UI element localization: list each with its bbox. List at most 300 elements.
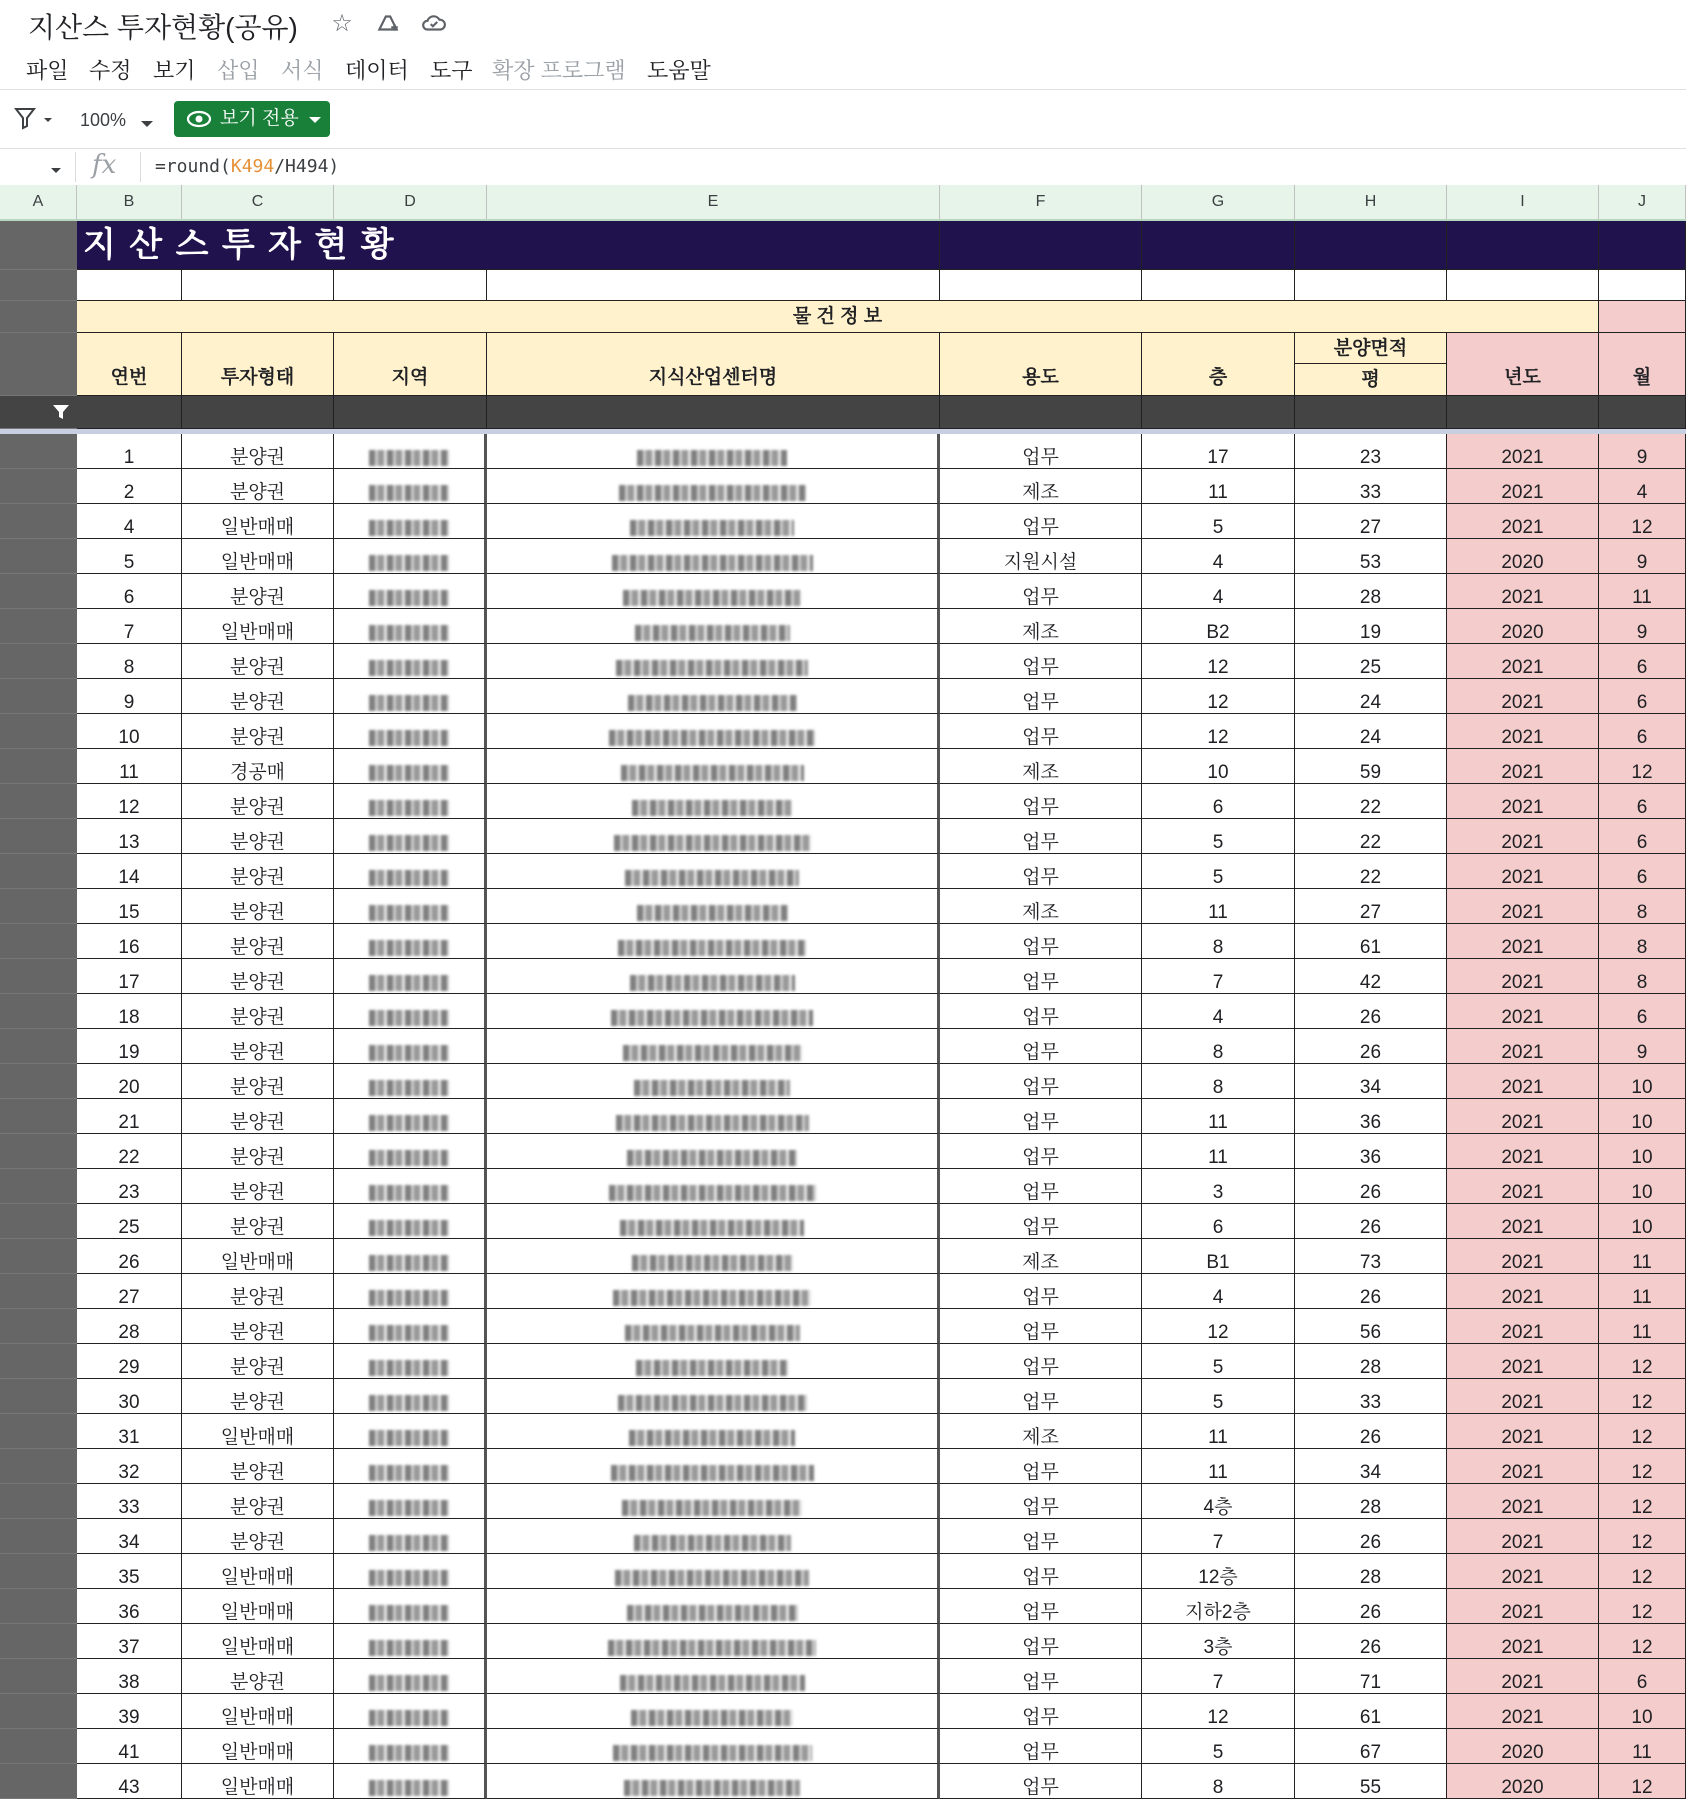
row-header[interactable] — [0, 1239, 77, 1274]
cell-month[interactable]: 8 — [1599, 889, 1686, 924]
cell-investment-type[interactable]: 경공매 — [182, 749, 334, 784]
cell-year[interactable]: 2021 — [1447, 1449, 1599, 1484]
cell-area[interactable]: 34 — [1295, 1064, 1447, 1099]
cell-no[interactable]: 10 — [77, 714, 182, 749]
cell-region[interactable] — [334, 1379, 487, 1414]
cell-year[interactable]: 2021 — [1447, 854, 1599, 889]
zoom-dropdown-icon[interactable] — [140, 116, 154, 134]
cell-year[interactable]: 2021 — [1447, 889, 1599, 924]
cell-year[interactable]: 2021 — [1447, 1694, 1599, 1729]
cell-investment-type[interactable]: 분양권 — [182, 1064, 334, 1099]
cell-center-name[interactable] — [487, 679, 940, 714]
filter-toggle-icon[interactable] — [52, 403, 70, 426]
cell-floor[interactable]: 11 — [1142, 1449, 1295, 1484]
cell-area[interactable]: 42 — [1295, 959, 1447, 994]
cell-floor[interactable]: 5 — [1142, 1729, 1295, 1764]
cell-month[interactable]: 8 — [1599, 959, 1686, 994]
cell-use[interactable]: 제조 — [940, 749, 1142, 784]
cell-no[interactable]: 41 — [77, 1729, 182, 1764]
cell-floor[interactable]: 3층 — [1142, 1624, 1295, 1659]
cell-center-name[interactable] — [487, 1029, 940, 1064]
cell-region[interactable] — [334, 994, 487, 1029]
cell-no[interactable]: 25 — [77, 1204, 182, 1239]
cell-center-name[interactable] — [487, 1344, 940, 1379]
cell-area[interactable]: 24 — [1295, 714, 1447, 749]
header-floor[interactable]: 층 — [1142, 333, 1295, 396]
cell-area[interactable]: 36 — [1295, 1134, 1447, 1169]
cell-no[interactable]: 16 — [77, 924, 182, 959]
cell-center-name[interactable] — [487, 644, 940, 679]
name-box-dropdown-icon[interactable] — [50, 162, 62, 180]
cell-region[interactable] — [334, 1764, 487, 1799]
filter-row-cell[interactable] — [1142, 396, 1295, 429]
filter-row-cell[interactable] — [1295, 396, 1447, 429]
cell-region[interactable] — [334, 1554, 487, 1589]
filter-row-cell[interactable] — [940, 396, 1142, 429]
cell-year[interactable]: 2020 — [1447, 1764, 1599, 1799]
cell-center-name[interactable] — [487, 1274, 940, 1309]
row-header[interactable] — [0, 1064, 77, 1099]
cell-floor[interactable]: 7 — [1142, 1519, 1295, 1554]
row-header[interactable] — [0, 679, 77, 714]
cell-center-name[interactable] — [487, 1204, 940, 1239]
cell-region[interactable] — [334, 819, 487, 854]
header-area-group[interactable]: 분양면적 — [1295, 333, 1447, 364]
row-header[interactable] — [0, 644, 77, 679]
cell-use[interactable]: 제조 — [940, 609, 1142, 644]
cell-floor[interactable]: 8 — [1142, 924, 1295, 959]
cell-center-name[interactable] — [487, 854, 940, 889]
cell-investment-type[interactable]: 일반매매 — [182, 1764, 334, 1799]
row-header[interactable] — [0, 714, 77, 749]
cell-year[interactable]: 2021 — [1447, 959, 1599, 994]
cell-month[interactable]: 10 — [1599, 1694, 1686, 1729]
cell-area[interactable]: 56 — [1295, 1309, 1447, 1344]
cell-year[interactable]: 2021 — [1447, 924, 1599, 959]
column-header-g[interactable]: G — [1142, 185, 1295, 219]
cell-no[interactable]: 11 — [77, 749, 182, 784]
cell-use[interactable]: 업무 — [940, 1659, 1142, 1694]
cell-floor[interactable]: 12 — [1142, 714, 1295, 749]
cell-floor[interactable]: 12층 — [1142, 1554, 1295, 1589]
group-header-property-info[interactable]: 물 건 정 보 — [77, 301, 1599, 333]
cell-floor[interactable]: 6 — [1142, 1204, 1295, 1239]
cell-region[interactable] — [334, 959, 487, 994]
cell-center-name[interactable] — [487, 1169, 940, 1204]
cell-region[interactable] — [334, 434, 487, 469]
cell-floor[interactable]: 7 — [1142, 959, 1295, 994]
cell-floor[interactable]: 17 — [1142, 434, 1295, 469]
cell-year[interactable]: 2021 — [1447, 1519, 1599, 1554]
cell-area[interactable]: 26 — [1295, 1519, 1447, 1554]
cell-use[interactable]: 업무 — [940, 854, 1142, 889]
cell-center-name[interactable] — [487, 994, 940, 1029]
row-header[interactable] — [0, 1764, 77, 1799]
cell-area[interactable]: 28 — [1295, 1554, 1447, 1589]
cell-no[interactable]: 17 — [77, 959, 182, 994]
cell-year[interactable]: 2020 — [1447, 539, 1599, 574]
cell-month[interactable]: 9 — [1599, 1029, 1686, 1064]
row-header[interactable] — [0, 1694, 77, 1729]
cell-region[interactable] — [334, 469, 487, 504]
cell-floor[interactable]: 4 — [1142, 574, 1295, 609]
formula-input[interactable]: =round(K494/H494) — [155, 156, 340, 177]
menu-extensions[interactable]: 확장 프로그램 — [492, 58, 626, 83]
cell-use[interactable]: 업무 — [940, 1274, 1142, 1309]
cell-no[interactable]: 12 — [77, 784, 182, 819]
row-header[interactable] — [0, 1414, 77, 1449]
cell-area[interactable]: 71 — [1295, 1659, 1447, 1694]
cell-investment-type[interactable]: 일반매매 — [182, 1239, 334, 1274]
cell-no[interactable]: 7 — [77, 609, 182, 644]
cell-no[interactable]: 22 — [77, 1134, 182, 1169]
row-header[interactable] — [0, 574, 77, 609]
cell-year[interactable]: 2021 — [1447, 1659, 1599, 1694]
cell-use[interactable]: 업무 — [940, 1764, 1142, 1799]
cell-year[interactable]: 2021 — [1447, 679, 1599, 714]
cell-investment-type[interactable]: 분양권 — [182, 644, 334, 679]
cell-region[interactable] — [334, 1624, 487, 1659]
group-header-pink[interactable] — [1599, 301, 1686, 333]
cell-center-name[interactable] — [487, 1624, 940, 1659]
cell-no[interactable]: 29 — [77, 1344, 182, 1379]
cell-investment-type[interactable]: 분양권 — [182, 784, 334, 819]
cell-year[interactable]: 2021 — [1447, 1484, 1599, 1519]
cell-area[interactable]: 22 — [1295, 854, 1447, 889]
column-header-a[interactable]: A — [0, 185, 77, 219]
cell-investment-type[interactable]: 분양권 — [182, 1099, 334, 1134]
cell-center-name[interactable] — [487, 959, 940, 994]
cell-use[interactable]: 업무 — [940, 644, 1142, 679]
cell-floor[interactable]: 3 — [1142, 1169, 1295, 1204]
cell-center-name[interactable] — [487, 784, 940, 819]
cell-use[interactable]: 업무 — [940, 1519, 1142, 1554]
cell-floor[interactable]: 12 — [1142, 1694, 1295, 1729]
banner-cell[interactable] — [1447, 221, 1599, 270]
row-header[interactable] — [0, 1554, 77, 1589]
cell-use[interactable]: 업무 — [940, 1694, 1142, 1729]
header-center-name[interactable]: 지식산업센터명 — [487, 333, 940, 396]
cell-month[interactable]: 6 — [1599, 854, 1686, 889]
column-header-e[interactable]: E — [487, 185, 940, 219]
cell-area[interactable]: 22 — [1295, 784, 1447, 819]
cell-month[interactable]: 9 — [1599, 434, 1686, 469]
cell-no[interactable]: 32 — [77, 1449, 182, 1484]
cell-month[interactable]: 12 — [1599, 1484, 1686, 1519]
cell-month[interactable]: 12 — [1599, 1554, 1686, 1589]
cell-center-name[interactable] — [487, 1099, 940, 1134]
cell-region[interactable] — [334, 1414, 487, 1449]
cell-area[interactable]: 59 — [1295, 749, 1447, 784]
cell-floor[interactable]: 10 — [1142, 749, 1295, 784]
cell-month[interactable]: 12 — [1599, 1344, 1686, 1379]
cell-no[interactable]: 1 — [77, 434, 182, 469]
cell-no[interactable]: 34 — [77, 1519, 182, 1554]
row-header[interactable] — [0, 819, 77, 854]
empty-cell[interactable] — [1295, 270, 1447, 301]
cell-use[interactable]: 업무 — [940, 1449, 1142, 1484]
cell-use[interactable]: 업무 — [940, 924, 1142, 959]
cell-region[interactable] — [334, 1239, 487, 1274]
row-header[interactable] — [0, 1204, 77, 1239]
cell-use[interactable]: 업무 — [940, 504, 1142, 539]
empty-cell[interactable] — [334, 270, 487, 301]
cell-region[interactable] — [334, 1029, 487, 1064]
cell-investment-type[interactable]: 분양권 — [182, 924, 334, 959]
cell-no[interactable]: 4 — [77, 504, 182, 539]
cell-month[interactable]: 6 — [1599, 784, 1686, 819]
cell-center-name[interactable] — [487, 1554, 940, 1589]
cell-year[interactable]: 2021 — [1447, 504, 1599, 539]
banner-cell[interactable] — [1142, 221, 1295, 270]
cell-center-name[interactable] — [487, 539, 940, 574]
cell-center-name[interactable] — [487, 574, 940, 609]
cell-floor[interactable]: 8 — [1142, 1764, 1295, 1799]
cell-area[interactable]: 61 — [1295, 1694, 1447, 1729]
cell-month[interactable]: 10 — [1599, 1064, 1686, 1099]
cell-year[interactable]: 2021 — [1447, 1204, 1599, 1239]
cell-investment-type[interactable]: 일반매매 — [182, 539, 334, 574]
filter-row-cell[interactable] — [182, 396, 334, 429]
empty-cell[interactable] — [1142, 270, 1295, 301]
cell-no[interactable]: 18 — [77, 994, 182, 1029]
cell-no[interactable]: 31 — [77, 1414, 182, 1449]
cell-floor[interactable]: 11 — [1142, 1134, 1295, 1169]
cell-year[interactable]: 2021 — [1447, 1239, 1599, 1274]
row-header[interactable] — [0, 1309, 77, 1344]
cell-investment-type[interactable]: 일반매매 — [182, 1729, 334, 1764]
cell-use[interactable]: 업무 — [940, 434, 1142, 469]
cell-region[interactable] — [334, 1694, 487, 1729]
cell-month[interactable]: 12 — [1599, 1519, 1686, 1554]
cell-area[interactable]: 53 — [1295, 539, 1447, 574]
cell-region[interactable] — [334, 644, 487, 679]
cell-no[interactable]: 35 — [77, 1554, 182, 1589]
cell-floor[interactable]: 지하2층 — [1142, 1589, 1295, 1624]
cell-area[interactable]: 25 — [1295, 644, 1447, 679]
cell-month[interactable]: 6 — [1599, 994, 1686, 1029]
column-header-d[interactable]: D — [334, 185, 487, 219]
cell-area[interactable]: 19 — [1295, 609, 1447, 644]
cell-area[interactable]: 33 — [1295, 1379, 1447, 1414]
empty-cell[interactable] — [940, 270, 1142, 301]
cell-investment-type[interactable]: 분양권 — [182, 1519, 334, 1554]
cloud-saved-icon[interactable] — [420, 10, 448, 38]
cell-month[interactable]: 11 — [1599, 574, 1686, 609]
menu-file[interactable]: 파일 — [26, 58, 69, 83]
cell-month[interactable]: 12 — [1599, 1449, 1686, 1484]
cell-center-name[interactable] — [487, 1764, 940, 1799]
cell-region[interactable] — [334, 1484, 487, 1519]
cell-region[interactable] — [334, 1659, 487, 1694]
cell-region[interactable] — [334, 574, 487, 609]
menu-edit[interactable]: 수정 — [89, 58, 132, 83]
cell-area[interactable]: 23 — [1295, 434, 1447, 469]
cell-no[interactable]: 5 — [77, 539, 182, 574]
cell-use[interactable]: 업무 — [940, 1484, 1142, 1519]
cell-use[interactable]: 업무 — [940, 1344, 1142, 1379]
cell-area[interactable]: 28 — [1295, 574, 1447, 609]
cell-year[interactable]: 2021 — [1447, 749, 1599, 784]
cell-area[interactable]: 67 — [1295, 1729, 1447, 1764]
star-icon[interactable]: ☆ — [331, 10, 353, 37]
cell-center-name[interactable] — [487, 434, 940, 469]
cell-area[interactable]: 26 — [1295, 1169, 1447, 1204]
empty-cell[interactable] — [182, 270, 334, 301]
cell-center-name[interactable] — [487, 1379, 940, 1414]
cell-no[interactable]: 14 — [77, 854, 182, 889]
row-header[interactable] — [0, 1624, 77, 1659]
cell-floor[interactable]: 5 — [1142, 1379, 1295, 1414]
column-header-h[interactable]: H — [1295, 185, 1447, 219]
cell-use[interactable]: 업무 — [940, 1064, 1142, 1099]
cell-year[interactable]: 2021 — [1447, 1624, 1599, 1659]
cell-month[interactable]: 6 — [1599, 644, 1686, 679]
cell-floor[interactable]: 5 — [1142, 819, 1295, 854]
cell-region[interactable] — [334, 1099, 487, 1134]
banner-cell[interactable] — [940, 221, 1142, 270]
cell-no[interactable]: 13 — [77, 819, 182, 854]
cell-month[interactable]: 11 — [1599, 1274, 1686, 1309]
row-header[interactable] — [0, 1484, 77, 1519]
cell-floor[interactable]: 8 — [1142, 1029, 1295, 1064]
cell-floor[interactable]: 11 — [1142, 469, 1295, 504]
empty-cell[interactable] — [1447, 270, 1599, 301]
cell-no[interactable]: 2 — [77, 469, 182, 504]
cell-area[interactable]: 73 — [1295, 1239, 1447, 1274]
filter-row-cell[interactable] — [1599, 396, 1686, 429]
cell-area[interactable]: 34 — [1295, 1449, 1447, 1484]
cell-investment-type[interactable]: 분양권 — [182, 889, 334, 924]
cell-year[interactable]: 2021 — [1447, 644, 1599, 679]
cell-year[interactable]: 2021 — [1447, 1344, 1599, 1379]
row-header[interactable] — [0, 1729, 77, 1764]
cell-use[interactable]: 업무 — [940, 1204, 1142, 1239]
row-header[interactable] — [0, 434, 77, 469]
cell-area[interactable]: 28 — [1295, 1344, 1447, 1379]
cell-investment-type[interactable]: 일반매매 — [182, 504, 334, 539]
cell-no[interactable]: 6 — [77, 574, 182, 609]
cell-year[interactable]: 2021 — [1447, 574, 1599, 609]
cell-floor[interactable]: B1 — [1142, 1239, 1295, 1274]
cell-use[interactable]: 제조 — [940, 469, 1142, 504]
cell-center-name[interactable] — [487, 1589, 940, 1624]
cell-month[interactable]: 11 — [1599, 1239, 1686, 1274]
cell-use[interactable]: 업무 — [940, 819, 1142, 854]
filter-row-cell[interactable] — [334, 396, 487, 429]
cell-floor[interactable]: 11 — [1142, 1414, 1295, 1449]
cell-investment-type[interactable]: 분양권 — [182, 994, 334, 1029]
menu-help[interactable]: 도움말 — [647, 58, 711, 83]
row-header[interactable] — [0, 1134, 77, 1169]
menu-view[interactable]: 보기 — [153, 58, 196, 83]
cell-month[interactable]: 12 — [1599, 1624, 1686, 1659]
row-header[interactable] — [0, 1274, 77, 1309]
cell-year[interactable]: 2021 — [1447, 1099, 1599, 1134]
cell-no[interactable]: 30 — [77, 1379, 182, 1414]
cell-use[interactable]: 업무 — [940, 1729, 1142, 1764]
cell-investment-type[interactable]: 분양권 — [182, 1484, 334, 1519]
cell-floor[interactable]: 11 — [1142, 889, 1295, 924]
cell-area[interactable]: 27 — [1295, 889, 1447, 924]
cell-month[interactable]: 10 — [1599, 1169, 1686, 1204]
cell-no[interactable]: 23 — [77, 1169, 182, 1204]
header-no[interactable]: 연번 — [77, 333, 182, 396]
cell-investment-type[interactable]: 분양권 — [182, 819, 334, 854]
cell-year[interactable]: 2021 — [1447, 784, 1599, 819]
cell-center-name[interactable] — [487, 889, 940, 924]
cell-floor[interactable]: 8 — [1142, 1064, 1295, 1099]
cell-center-name[interactable] — [487, 924, 940, 959]
row-header[interactable] — [0, 539, 77, 574]
cell-region[interactable] — [334, 1309, 487, 1344]
cell-region[interactable] — [334, 1274, 487, 1309]
cell-floor[interactable]: 5 — [1142, 1344, 1295, 1379]
row-header[interactable] — [0, 889, 77, 924]
cell-year[interactable]: 2021 — [1447, 1554, 1599, 1589]
cell-month[interactable]: 10 — [1599, 1099, 1686, 1134]
cell-center-name[interactable] — [487, 1064, 940, 1099]
filter-row-cell[interactable] — [487, 396, 940, 429]
cell-floor[interactable]: 12 — [1142, 644, 1295, 679]
cell-month[interactable]: 6 — [1599, 1659, 1686, 1694]
column-header-i[interactable]: I — [1447, 185, 1599, 219]
cell-use[interactable]: 제조 — [940, 889, 1142, 924]
cell-investment-type[interactable]: 분양권 — [182, 469, 334, 504]
cell-year[interactable]: 2021 — [1447, 469, 1599, 504]
menu-format[interactable]: 서식 — [281, 58, 324, 83]
view-only-button[interactable] — [174, 101, 330, 137]
row-header[interactable] — [0, 1169, 77, 1204]
row-header[interactable] — [0, 301, 77, 333]
header-area-unit[interactable]: 평 — [1295, 364, 1447, 396]
cell-no[interactable]: 15 — [77, 889, 182, 924]
cell-no[interactable]: 9 — [77, 679, 182, 714]
cell-year[interactable]: 2021 — [1447, 1309, 1599, 1344]
cell-area[interactable]: 26 — [1295, 1204, 1447, 1239]
cell-month[interactable]: 9 — [1599, 609, 1686, 644]
empty-cell[interactable] — [1599, 270, 1686, 301]
column-header-j[interactable]: J — [1599, 185, 1686, 219]
cell-floor[interactable]: 4층 — [1142, 1484, 1295, 1519]
cell-investment-type[interactable]: 분양권 — [182, 434, 334, 469]
cell-center-name[interactable] — [487, 469, 940, 504]
cell-no[interactable]: 19 — [77, 1029, 182, 1064]
cell-month[interactable]: 10 — [1599, 1134, 1686, 1169]
cell-floor[interactable]: 6 — [1142, 784, 1295, 819]
cell-year[interactable]: 2021 — [1447, 434, 1599, 469]
cell-area[interactable]: 26 — [1295, 1274, 1447, 1309]
cell-investment-type[interactable]: 분양권 — [182, 1029, 334, 1064]
cell-use[interactable]: 제조 — [940, 1414, 1142, 1449]
cell-month[interactable]: 12 — [1599, 504, 1686, 539]
zoom-select[interactable]: 100% — [80, 110, 127, 130]
cell-year[interactable]: 2021 — [1447, 1134, 1599, 1169]
column-header-b[interactable]: B — [77, 185, 182, 219]
cell-month[interactable]: 11 — [1599, 1729, 1686, 1764]
cell-month[interactable]: 9 — [1599, 539, 1686, 574]
cell-use[interactable]: 업무 — [940, 1554, 1142, 1589]
cell-use[interactable]: 업무 — [940, 1029, 1142, 1064]
row-header[interactable] — [0, 469, 77, 504]
cell-no[interactable]: 37 — [77, 1624, 182, 1659]
filter-row-cell[interactable] — [1447, 396, 1599, 429]
row-header[interactable] — [0, 1344, 77, 1379]
cell-region[interactable] — [334, 539, 487, 574]
cell-investment-type[interactable]: 분양권 — [182, 714, 334, 749]
cell-region[interactable] — [334, 749, 487, 784]
cell-area[interactable]: 61 — [1295, 924, 1447, 959]
